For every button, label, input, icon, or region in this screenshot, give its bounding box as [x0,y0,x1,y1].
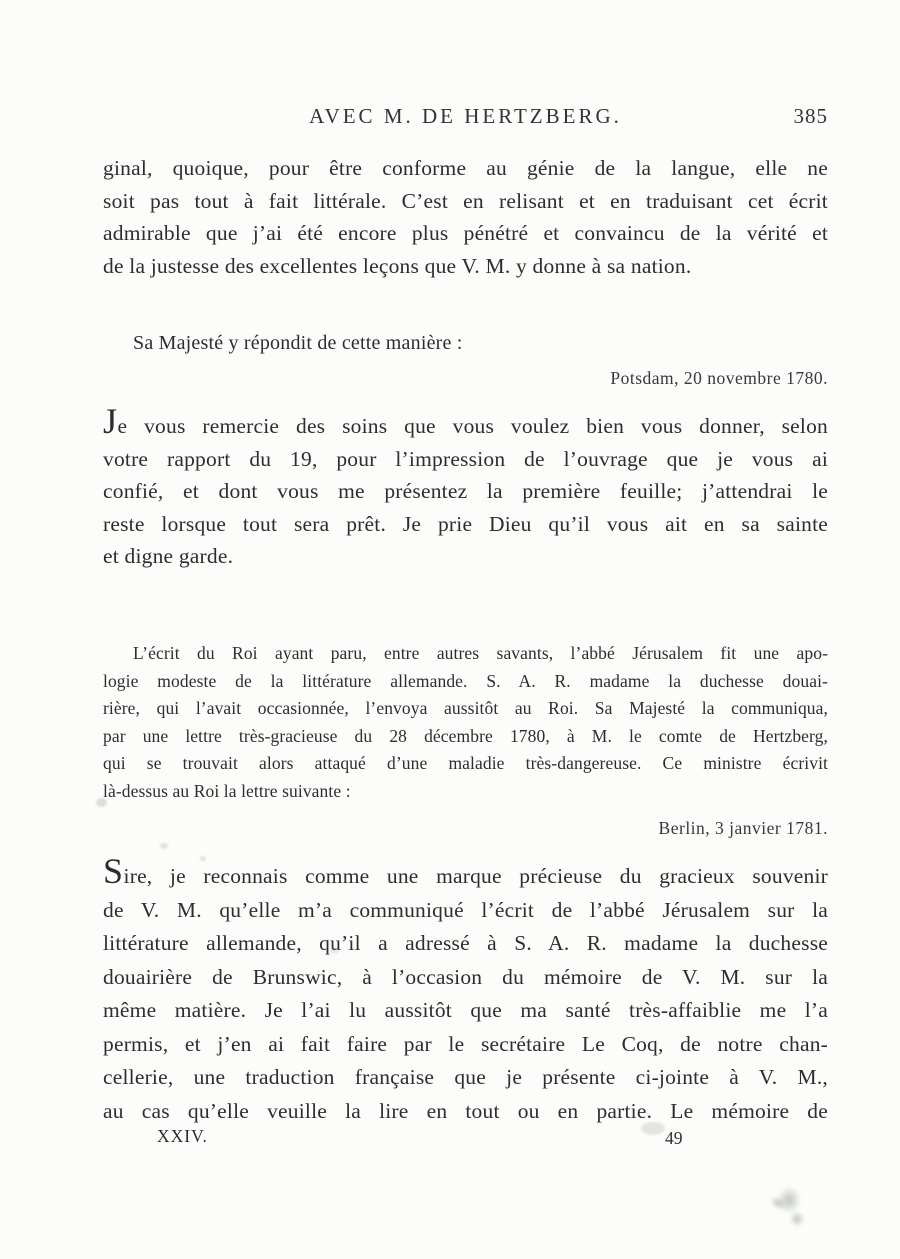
intro-line [103,327,828,360]
initial-capital: J [103,401,118,441]
text-line: ginal, quoique, pour être conforme au génie de la langue, elle ne [103,156,828,180]
letter1-body [103,401,828,573]
letter1-dateline: Potsdam, 20 novembre 1780. [610,368,828,388]
text-line: par une lettre très-gracieuse du 28 décembre 1780, à M. le comte de Hertzberg, [103,725,828,746]
page-number: 385 [793,104,828,128]
text-line: de V. M. qu’elle m’a communiqué l’écrit de l’abbé Jérusalem sur la [103,897,828,922]
text-line: même matière. Je l’ai lu aussitôt que ma santé très-affaiblie me l’a [103,998,828,1022]
text-line: là-dessus au Roi la lettre suivante : [103,780,351,801]
text-line: Sire, je reconnais comme une marque précieuse du gracieux souvenir [103,851,828,891]
sheet-number: 49 [665,1128,683,1148]
text-line: douairière de Brunswic, à l’occasion du mémoire de V. M. sur la [103,964,828,989]
ink-blot-part [772,1180,806,1220]
text-line: littérature allemande, qu’il a adressé à S. A. R. madame la duchesse [103,931,828,955]
ink-speck [160,843,168,849]
paragraph-continuation [103,152,828,282]
text-line: Sa Majesté y répondit de cette manière : [133,332,463,354]
volume-signature: XXIV. [157,1126,208,1146]
text-line: Je vous remercie des soins que vous voulez bien vous donner, selon [103,401,828,441]
text-line: permis, et j’en ai fait faire par le secrétaire Le Coq, de notre chan- [103,1031,828,1056]
text-line: reste lorsque tout sera prêt. Je prie Dieu qu’il vous ait en sa sainte [103,511,828,536]
text-line: soit pas tout à fait littérale. C’est en relisant et en traduisant cet écrit [103,188,828,213]
text-line: au cas qu’elle veuille la lire en tout ou en partie. Le mémoire de [103,1098,828,1123]
ink-blot-part [763,1190,792,1216]
text-line: cellerie, une traduction française que je présente ci-jointe à V. M., [103,1065,828,1089]
ink-blot [766,1174,812,1232]
text-line: de la justesse des excellentes leçons que V. M. y donne à sa nation. [103,253,692,278]
page-footer [103,1126,828,1150]
letter2-body [103,851,828,1128]
running-header [103,104,828,136]
text-line: votre rapport du 19, pour l’impression de l’ouvrage que je vous ai [103,446,828,471]
initial-capital: S [103,851,124,891]
text-line: rière, qui l’avait occasionnée, l’envoya aussitôt au Roi. Sa Majesté la communiqua, [103,698,828,719]
text-line: qui se trouvait alors attaqué d’une maladie très-dangereuse. Ce ministre écrivit [103,753,828,774]
text-line: et digne garde. [103,544,234,568]
running-header-title: AVEC M. DE HERTZBERG. [309,104,622,128]
letter2-dateline: Berlin, 3 janvier 1781. [658,818,828,838]
text-line: admirable que j’ai été encore plus pénétré et convaincu de la vérité et [103,221,828,245]
ink-blot-part [783,1205,811,1233]
text-line: L’écrit du Roi ayant paru, entre autres savants, l’abbé Jérusalem fit une apo- [133,643,828,663]
text-line: logie modeste de la littérature allemande. S. A. R. madame la duchesse douai- [103,670,828,691]
editorial-narrative [103,640,828,806]
text-line: confié, et dont vous me présentez la première feuille; j’attendrai le [103,479,828,503]
